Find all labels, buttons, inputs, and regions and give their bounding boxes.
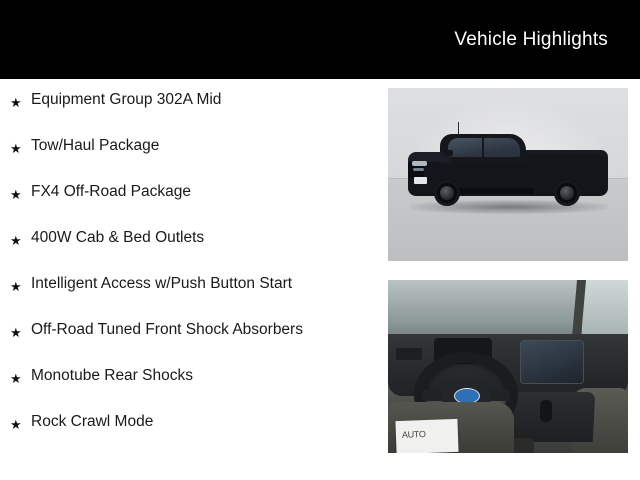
front-wheel — [434, 180, 460, 206]
paper-document — [395, 419, 458, 453]
feature-label: 400W Cab & Bed Outlets — [31, 229, 205, 246]
list-item — [0, 135, 380, 181]
antenna — [458, 122, 459, 135]
feature-list — [0, 79, 380, 457]
star-bullet-icon: ★ — [10, 279, 22, 294]
window-pillar — [482, 138, 484, 157]
star-bullet-icon: ★ — [10, 371, 22, 386]
list-item — [0, 273, 380, 319]
feature-label: Rock Crawl Mode — [31, 413, 154, 430]
feature-label: Intelligent Access w/Push Button Start — [31, 275, 293, 292]
exterior-front-three-quarter-photo — [388, 88, 628, 261]
interior-dashboard-photo — [388, 280, 628, 453]
star-bullet-icon: ★ — [10, 325, 22, 340]
list-item — [0, 319, 380, 365]
photo-column — [388, 88, 628, 453]
page-content — [0, 79, 640, 480]
feature-label: Monotube Rear Shocks — [31, 367, 193, 384]
truck-windows — [448, 138, 520, 157]
star-bullet-icon: ★ — [10, 141, 22, 156]
list-item — [0, 89, 380, 135]
headlight-icon — [412, 161, 427, 166]
license-plate — [414, 177, 427, 184]
paper-document-text: AUTO — [401, 429, 426, 440]
fog-light-icon — [413, 168, 424, 171]
page-title: Vehicle Highlights — [454, 29, 608, 50]
truck-illustration — [404, 128, 612, 214]
star-bullet-icon: ★ — [10, 417, 22, 432]
star-bullet-icon: ★ — [10, 95, 22, 110]
feature-label: Equipment Group 302A Mid — [31, 91, 222, 108]
star-bullet-icon: ★ — [10, 187, 22, 202]
star-bullet-icon: ★ — [10, 233, 22, 248]
feature-label: Off-Road Tuned Front Shock Absorbers — [31, 321, 303, 338]
gear-shifter — [540, 400, 552, 422]
rear-wheel — [554, 180, 580, 206]
list-item — [0, 227, 380, 273]
feature-label: FX4 Off-Road Package — [31, 183, 191, 200]
list-item — [0, 411, 380, 457]
side-mirror — [444, 150, 453, 156]
feature-label: Tow/Haul Package — [31, 137, 160, 154]
list-item — [0, 181, 380, 227]
infotainment-screen — [520, 340, 584, 384]
list-item — [0, 365, 380, 411]
page-header — [0, 0, 640, 79]
